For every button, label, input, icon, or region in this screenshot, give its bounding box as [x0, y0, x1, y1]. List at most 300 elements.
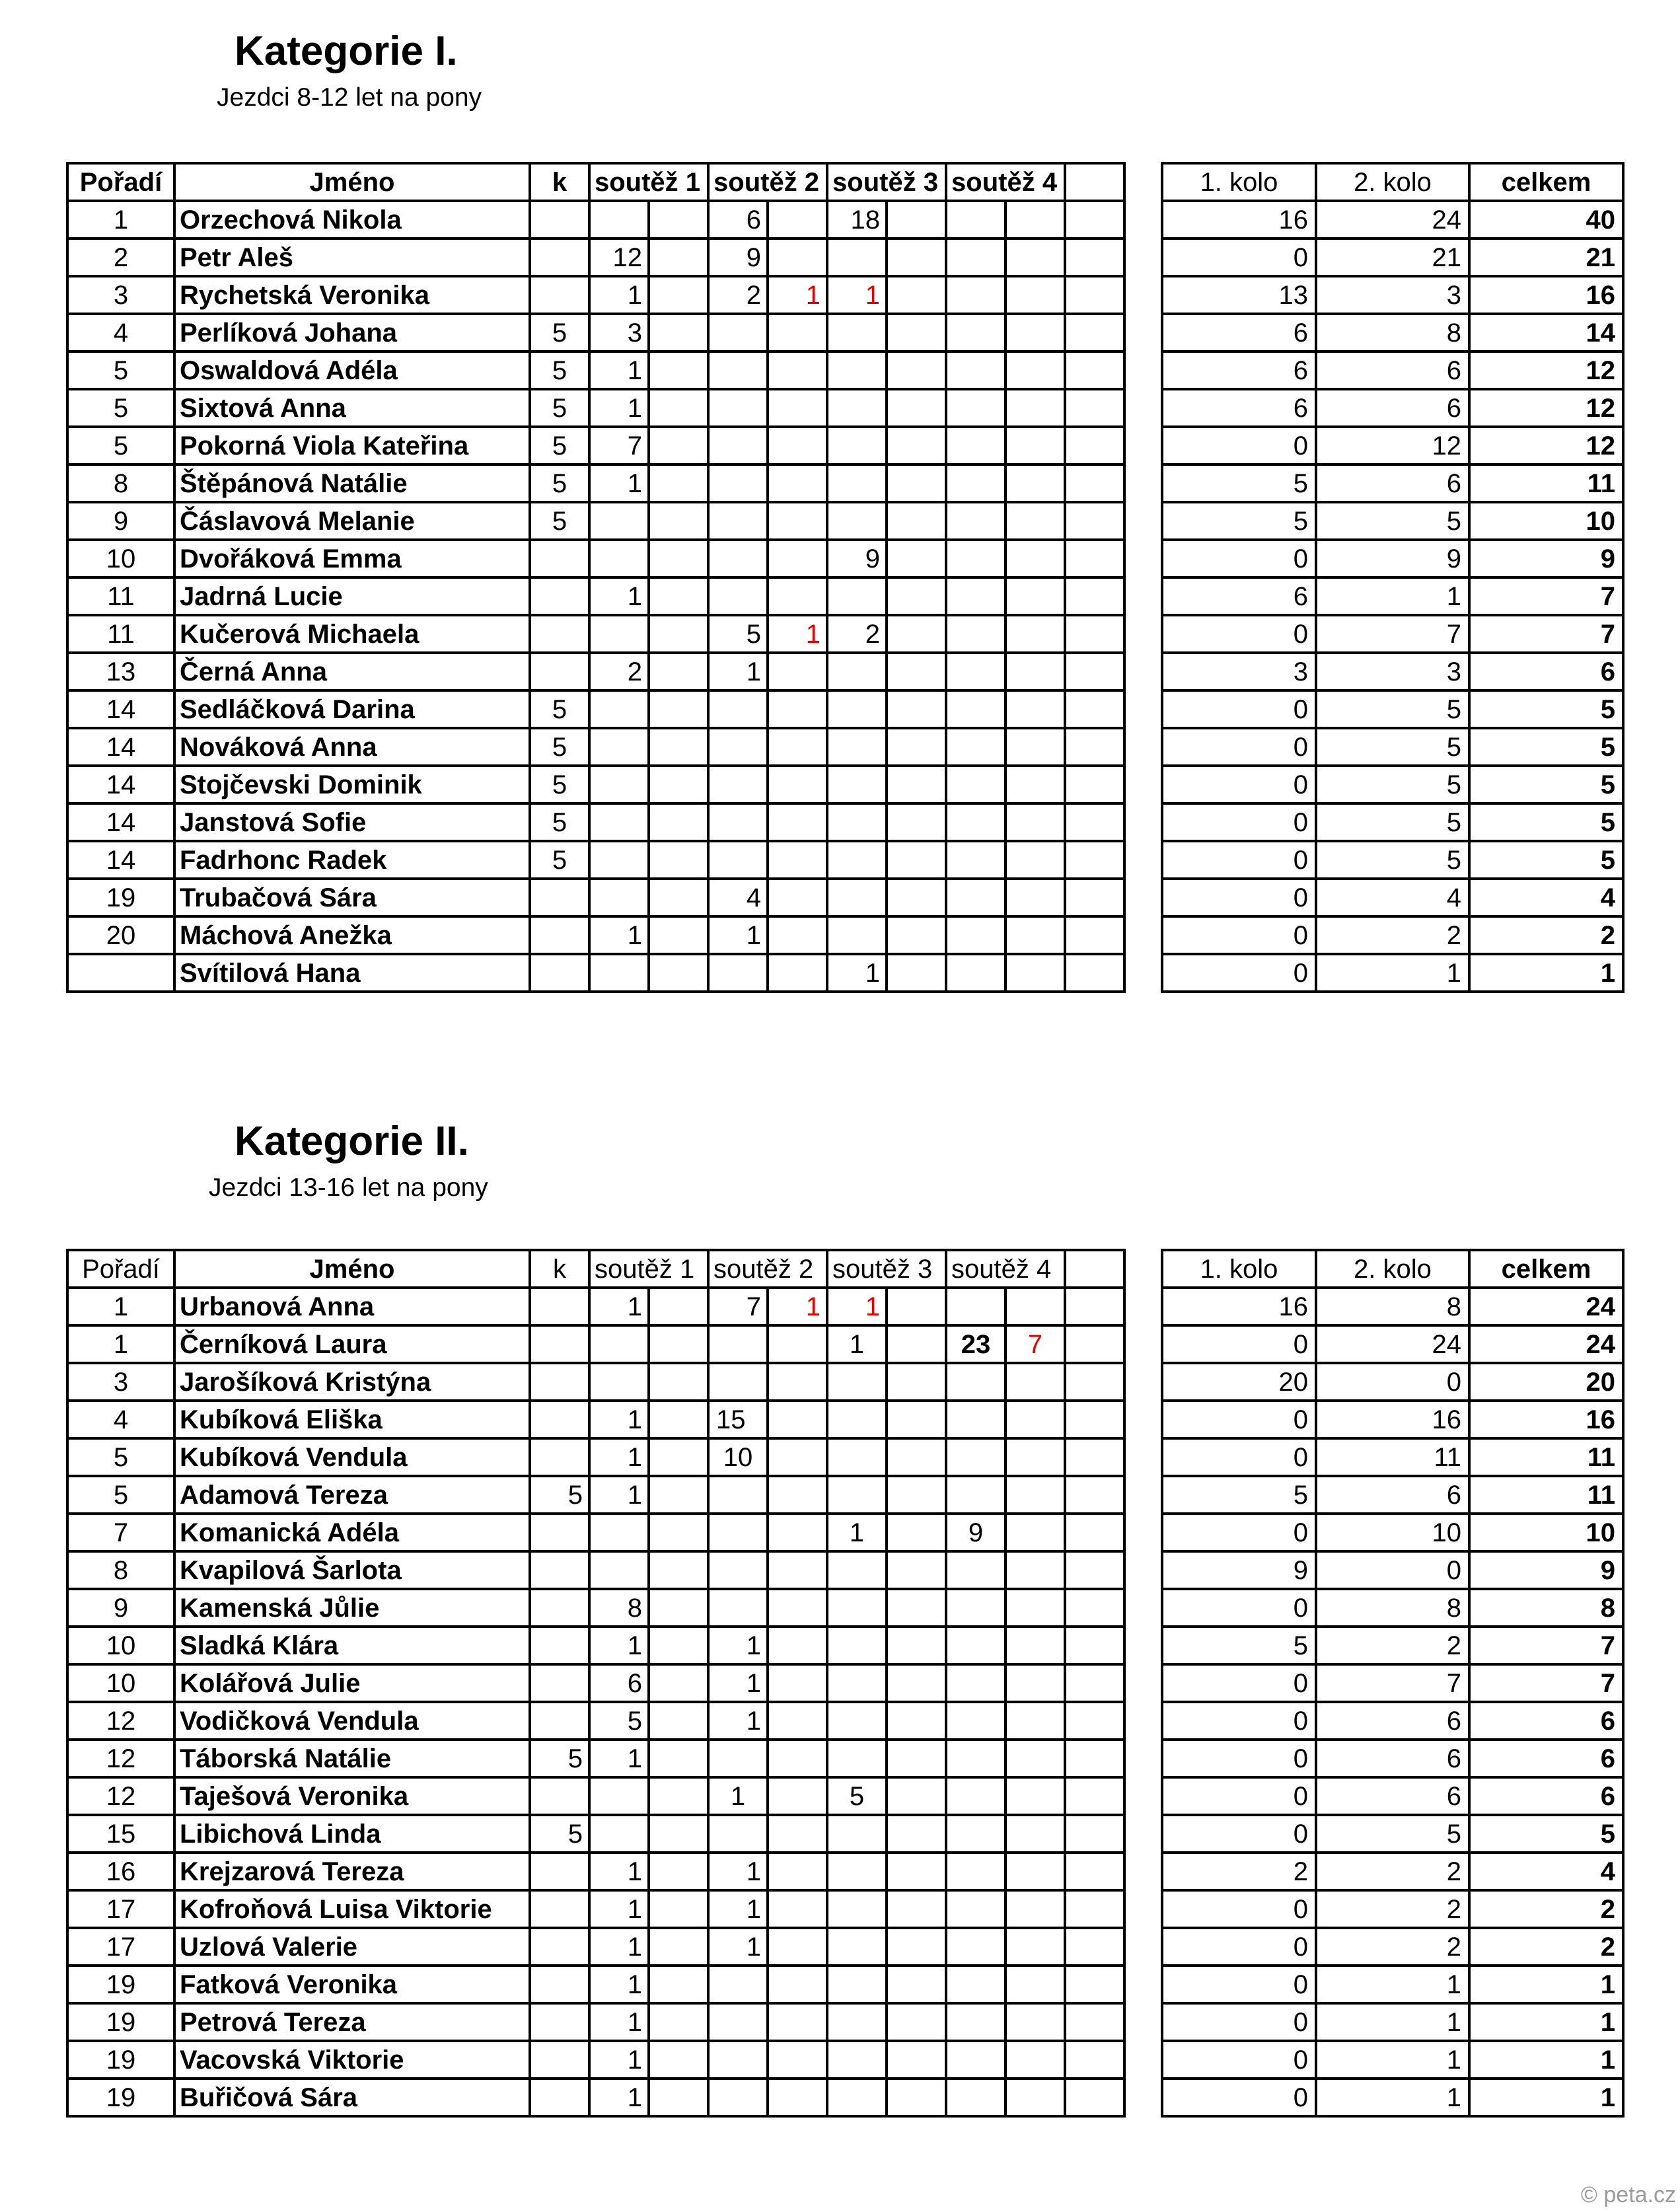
extra-cell — [1065, 1740, 1124, 1777]
header-competition-2: soutěž 2 — [708, 163, 827, 201]
score-cell: 1 — [708, 1702, 768, 1740]
score-cell — [887, 1815, 946, 1853]
rider-name: Petr Aleš — [174, 239, 530, 276]
table-row — [67, 1815, 1124, 1853]
k-cell: 5 — [530, 728, 589, 766]
extra-cell — [1065, 1966, 1124, 2003]
score-cell — [887, 2003, 946, 2041]
score-cell — [1005, 351, 1065, 389]
score-cell — [946, 577, 1005, 615]
extra-cell — [1065, 2041, 1124, 2079]
rank-cell: 16 — [67, 1853, 174, 1890]
rank-cell: 5 — [67, 389, 174, 427]
extra-cell — [1065, 2003, 1124, 2041]
extra-cell — [1065, 1288, 1124, 1325]
rank-cell: 19 — [67, 1966, 174, 2003]
score-cell — [589, 615, 649, 653]
round-2-points: 16 — [1316, 1401, 1469, 1438]
score-cell — [649, 1928, 708, 1966]
rank-cell: 15 — [67, 1815, 174, 1853]
table-row — [67, 1664, 1124, 1702]
score-cell — [768, 1853, 827, 1890]
header-competition-1: soutěž 1 — [589, 1250, 708, 1288]
k-cell — [530, 2003, 589, 2041]
score-cell: 1 — [589, 464, 649, 502]
score-cell — [1005, 615, 1065, 653]
score-cell — [768, 653, 827, 690]
extra-cell — [1065, 1551, 1124, 1589]
totals-row — [1162, 1853, 1623, 1890]
table-row — [67, 954, 1124, 992]
header-rank: Pořadí — [67, 163, 174, 201]
score-cell: 1 — [589, 1740, 649, 1777]
score-cell — [708, 464, 768, 502]
table-row — [67, 1890, 1124, 1928]
round-2-points: 1 — [1316, 954, 1469, 992]
score-cell — [649, 502, 708, 540]
extra-cell — [1065, 1890, 1124, 1928]
round-1-points: 0 — [1162, 2079, 1316, 2116]
score-cell — [768, 879, 827, 916]
score-cell — [827, 1551, 887, 1589]
extra-cell — [1065, 728, 1124, 766]
rank-cell: 11 — [67, 577, 174, 615]
rider-name: Táborská Natálie — [174, 1740, 530, 1777]
score-cell — [649, 879, 708, 916]
score-cell — [946, 879, 1005, 916]
extra-cell — [1065, 1589, 1124, 1627]
score-cell — [589, 1777, 649, 1815]
extra-cell — [1065, 1664, 1124, 1702]
score-cell — [827, 1815, 887, 1853]
score-cell — [946, 1966, 1005, 2003]
score-cell — [649, 1890, 708, 1928]
total-points: 5 — [1469, 803, 1623, 841]
rank-cell: 10 — [67, 540, 174, 577]
k-cell — [530, 1664, 589, 1702]
table-row — [67, 1853, 1124, 1890]
score-cell — [768, 766, 827, 803]
round-1-points: 0 — [1162, 728, 1316, 766]
score-cell — [1005, 954, 1065, 992]
score-cell — [887, 1740, 946, 1777]
score-cell: 1 — [589, 1928, 649, 1966]
score-cell — [1005, 201, 1065, 239]
score-cell — [589, 728, 649, 766]
rider-name: Orzechová Nikola — [174, 201, 530, 239]
round-2-points: 2 — [1316, 1928, 1469, 1966]
total-points: 6 — [1469, 1740, 1623, 1777]
category-1-subtitle: Jezdci 8-12 let na pony — [217, 83, 482, 112]
rider-name: Trubačová Sára — [174, 879, 530, 916]
score-cell — [1005, 1476, 1065, 1514]
totals-row — [1162, 2041, 1623, 2079]
score-cell — [887, 1438, 946, 1476]
k-cell — [530, 1702, 589, 1740]
score-cell — [768, 2003, 827, 2041]
score-cell — [1005, 1288, 1065, 1325]
table-row — [67, 728, 1124, 766]
score-cell — [1005, 766, 1065, 803]
k-cell: 5 — [530, 464, 589, 502]
score-cell: 1 — [827, 1288, 887, 1325]
score-cell — [708, 351, 768, 389]
total-points: 12 — [1469, 351, 1623, 389]
score-cell — [768, 803, 827, 841]
score-cell — [946, 916, 1005, 954]
score-cell — [708, 690, 768, 728]
totals-row — [1162, 1928, 1623, 1966]
score-cell — [1005, 577, 1065, 615]
score-cell — [708, 314, 768, 351]
round-1-points: 0 — [1162, 540, 1316, 577]
score-cell: 5 — [589, 1702, 649, 1740]
table-row — [67, 1589, 1124, 1627]
totals-row — [1162, 1514, 1623, 1551]
score-cell — [768, 1476, 827, 1514]
score-cell: 7 — [1005, 1325, 1065, 1363]
rider-name: Kučerová Michaela — [174, 615, 530, 653]
score-cell: 1 — [589, 916, 649, 954]
score-cell — [1005, 1589, 1065, 1627]
score-cell — [768, 1815, 827, 1853]
extra-cell — [1065, 916, 1124, 954]
score-cell — [946, 276, 1005, 314]
score-cell — [708, 1589, 768, 1627]
rank-cell: 19 — [67, 2041, 174, 2079]
total-points: 40 — [1469, 201, 1623, 239]
score-cell — [768, 2041, 827, 2079]
score-cell — [946, 1928, 1005, 1966]
rank-cell: 8 — [67, 464, 174, 502]
k-cell — [530, 653, 589, 690]
round-1-points: 16 — [1162, 201, 1316, 239]
round-2-points: 8 — [1316, 1589, 1469, 1627]
score-cell: 1 — [589, 1288, 649, 1325]
round-2-points: 8 — [1316, 314, 1469, 351]
round-1-points: 0 — [1162, 1966, 1316, 2003]
score-cell — [946, 464, 1005, 502]
score-cell: 1 — [589, 1627, 649, 1664]
score-cell — [708, 728, 768, 766]
totals-row — [1162, 1664, 1623, 1702]
score-cell — [827, 2041, 887, 2079]
score-cell — [946, 1551, 1005, 1589]
score-cell — [946, 615, 1005, 653]
score-cell — [649, 1325, 708, 1363]
total-points: 9 — [1469, 1551, 1623, 1589]
totals-row — [1162, 314, 1623, 351]
total-points: 2 — [1469, 1890, 1623, 1928]
rank-cell: 4 — [67, 1401, 174, 1438]
total-points: 2 — [1469, 1928, 1623, 1966]
score-cell — [827, 1966, 887, 2003]
score-cell — [1005, 2079, 1065, 2116]
totals-row — [1162, 1288, 1623, 1325]
score-cell — [589, 502, 649, 540]
rider-name: Jarošíková Kristýna — [174, 1363, 530, 1401]
rider-name: Buřičová Sára — [174, 2079, 530, 2116]
rank-cell: 5 — [67, 1438, 174, 1476]
table-row — [67, 1288, 1124, 1325]
score-cell — [649, 1966, 708, 2003]
score-cell — [708, 540, 768, 577]
round-1-points: 0 — [1162, 1401, 1316, 1438]
score-cell — [887, 1514, 946, 1551]
score-cell — [768, 1401, 827, 1438]
score-cell — [649, 351, 708, 389]
rank-cell: 1 — [67, 201, 174, 239]
round-1-points: 0 — [1162, 1777, 1316, 1815]
score-cell — [1005, 464, 1065, 502]
score-cell: 1 — [589, 276, 649, 314]
totals-row — [1162, 239, 1623, 276]
score-cell — [887, 2079, 946, 2116]
score-cell — [827, 314, 887, 351]
score-cell — [887, 1777, 946, 1815]
total-points: 16 — [1469, 276, 1623, 314]
score-cell — [768, 1702, 827, 1740]
rank-cell: 17 — [67, 1890, 174, 1928]
k-cell: 5 — [530, 1815, 589, 1853]
rank-cell: 5 — [67, 1476, 174, 1514]
score-cell — [946, 1777, 1005, 1815]
score-cell: 9 — [708, 239, 768, 276]
category-1-results-table — [66, 162, 1126, 993]
round-2-points: 24 — [1316, 201, 1469, 239]
score-cell — [946, 389, 1005, 427]
score-cell: 6 — [708, 201, 768, 239]
totals-row — [1162, 803, 1623, 841]
score-cell — [946, 803, 1005, 841]
score-cell — [589, 841, 649, 879]
rider-name: Máchová Anežka — [174, 916, 530, 954]
k-cell: 5 — [530, 803, 589, 841]
extra-cell — [1065, 389, 1124, 427]
score-cell — [946, 1853, 1005, 1890]
rider-name: Perlíková Johana — [174, 314, 530, 351]
score-cell — [708, 954, 768, 992]
total-points: 4 — [1469, 1853, 1623, 1890]
header-name: Jméno — [174, 163, 530, 201]
totals-row — [1162, 653, 1623, 690]
totals-row — [1162, 201, 1623, 239]
table-row — [67, 464, 1124, 502]
score-cell — [946, 1476, 1005, 1514]
score-cell — [589, 540, 649, 577]
score-cell: 1 — [589, 1401, 649, 1438]
score-cell — [946, 314, 1005, 351]
rider-name: Vodičková Vendula — [174, 1702, 530, 1740]
round-2-points: 6 — [1316, 1702, 1469, 1740]
score-cell — [708, 841, 768, 879]
totals-row — [1162, 1476, 1623, 1514]
score-cell — [887, 615, 946, 653]
score-cell — [887, 1966, 946, 2003]
round-2-points: 5 — [1316, 502, 1469, 540]
score-cell — [827, 427, 887, 464]
score-cell: 1 — [589, 2041, 649, 2079]
round-2-points: 10 — [1316, 1514, 1469, 1551]
score-cell — [887, 766, 946, 803]
extra-cell — [1065, 577, 1124, 615]
rank-cell: 1 — [67, 1325, 174, 1363]
round-1-points: 0 — [1162, 1702, 1316, 1740]
round-2-points: 5 — [1316, 841, 1469, 879]
table-row — [67, 1476, 1124, 1514]
total-points: 5 — [1469, 1815, 1623, 1853]
score-cell — [768, 1890, 827, 1928]
score-cell — [768, 841, 827, 879]
score-cell — [827, 1401, 887, 1438]
table-row — [67, 2079, 1124, 2116]
score-cell — [708, 389, 768, 427]
score-cell — [1005, 1966, 1065, 2003]
extra-cell — [1065, 1627, 1124, 1664]
score-cell — [1005, 1853, 1065, 1890]
k-cell — [530, 577, 589, 615]
table-row — [67, 427, 1124, 464]
header-row — [67, 1250, 1124, 1288]
round-1-points: 0 — [1162, 1514, 1316, 1551]
category-2-title: Kategorie II. — [235, 1119, 469, 1164]
k-cell — [530, 615, 589, 653]
score-cell: 1 — [768, 615, 827, 653]
table-row — [67, 389, 1124, 427]
rank-cell: 12 — [67, 1777, 174, 1815]
score-cell — [708, 766, 768, 803]
score-cell — [649, 1288, 708, 1325]
score-cell — [708, 577, 768, 615]
score-cell — [649, 314, 708, 351]
score-cell — [946, 841, 1005, 879]
rank-cell: 20 — [67, 916, 174, 954]
rider-name: Stojčevski Dominik — [174, 766, 530, 803]
k-cell: 5 — [530, 389, 589, 427]
score-cell — [827, 1853, 887, 1890]
score-cell — [708, 1551, 768, 1589]
score-cell: 2 — [708, 276, 768, 314]
score-cell — [946, 1815, 1005, 1853]
rider-name: Pokorná Viola Kateřina — [174, 427, 530, 464]
score-cell — [1005, 916, 1065, 954]
score-cell — [708, 1514, 768, 1551]
score-cell — [589, 690, 649, 728]
rank-cell: 14 — [67, 803, 174, 841]
score-cell — [768, 427, 827, 464]
score-cell — [1005, 2041, 1065, 2079]
table-row — [67, 351, 1124, 389]
score-cell: 9 — [946, 1514, 1005, 1551]
score-cell — [827, 2079, 887, 2116]
score-cell — [589, 803, 649, 841]
score-cell — [708, 1740, 768, 1777]
score-cell — [887, 1589, 946, 1627]
score-cell — [768, 464, 827, 502]
score-cell — [649, 389, 708, 427]
rank-cell: 13 — [67, 653, 174, 690]
score-cell — [887, 351, 946, 389]
score-cell — [649, 427, 708, 464]
score-cell — [827, 1890, 887, 1928]
rank-cell: 4 — [67, 314, 174, 351]
total-points: 9 — [1469, 540, 1623, 577]
score-cell — [1005, 1514, 1065, 1551]
score-cell — [887, 1363, 946, 1401]
rank-cell: 19 — [67, 2003, 174, 2041]
rank-cell: 2 — [67, 239, 174, 276]
score-cell — [946, 1363, 1005, 1401]
score-cell — [827, 728, 887, 766]
score-cell — [1005, 841, 1065, 879]
score-cell — [946, 201, 1005, 239]
score-cell — [827, 766, 887, 803]
score-cell — [768, 239, 827, 276]
table-row — [67, 1966, 1124, 2003]
score-cell — [1005, 239, 1065, 276]
score-cell — [708, 2003, 768, 2041]
extra-cell — [1065, 1815, 1124, 1853]
score-cell — [1005, 879, 1065, 916]
category-2-totals-table — [1161, 1249, 1625, 2118]
score-cell — [649, 1401, 708, 1438]
score-cell — [827, 653, 887, 690]
k-cell: 5 — [530, 1740, 589, 1777]
score-cell: 1 — [589, 1890, 649, 1928]
score-cell: 18 — [827, 201, 887, 239]
score-cell: 6 — [589, 1664, 649, 1702]
score-cell: 1 — [708, 1890, 768, 1928]
round-2-points: 2 — [1316, 1890, 1469, 1928]
total-points: 1 — [1469, 2041, 1623, 2079]
total-points: 1 — [1469, 954, 1623, 992]
total-points: 11 — [1469, 464, 1623, 502]
score-cell: 1 — [768, 1288, 827, 1325]
k-cell — [530, 201, 589, 239]
round-1-points: 0 — [1162, 766, 1316, 803]
rider-name: Štěpánová Natálie — [174, 464, 530, 502]
round-1-points: 0 — [1162, 1325, 1316, 1363]
rider-name: Janstová Sofie — [174, 803, 530, 841]
totals-row — [1162, 766, 1623, 803]
round-1-points: 0 — [1162, 1928, 1316, 1966]
extra-cell — [1065, 351, 1124, 389]
score-cell — [827, 1702, 887, 1740]
round-1-points: 0 — [1162, 1589, 1316, 1627]
extra-cell — [1065, 1514, 1124, 1551]
score-cell — [946, 2003, 1005, 2041]
rider-name: Kvapilová Šarlota — [174, 1551, 530, 1589]
score-cell — [649, 728, 708, 766]
round-1-points: 5 — [1162, 464, 1316, 502]
rank-cell: 19 — [67, 2079, 174, 2116]
table-row — [67, 690, 1124, 728]
score-cell — [946, 351, 1005, 389]
score-cell — [649, 1702, 708, 1740]
extra-cell — [1065, 1928, 1124, 1966]
score-cell — [1005, 2003, 1065, 2041]
round-1-points: 6 — [1162, 314, 1316, 351]
round-1-points: 0 — [1162, 690, 1316, 728]
totals-row — [1162, 1702, 1623, 1740]
total-points: 10 — [1469, 1514, 1623, 1551]
score-cell — [649, 653, 708, 690]
round-2-points: 0 — [1316, 1551, 1469, 1589]
table-row — [67, 2041, 1124, 2079]
header-round-1: 1. kolo — [1162, 163, 1316, 201]
k-cell — [530, 1401, 589, 1438]
score-cell — [768, 1966, 827, 2003]
